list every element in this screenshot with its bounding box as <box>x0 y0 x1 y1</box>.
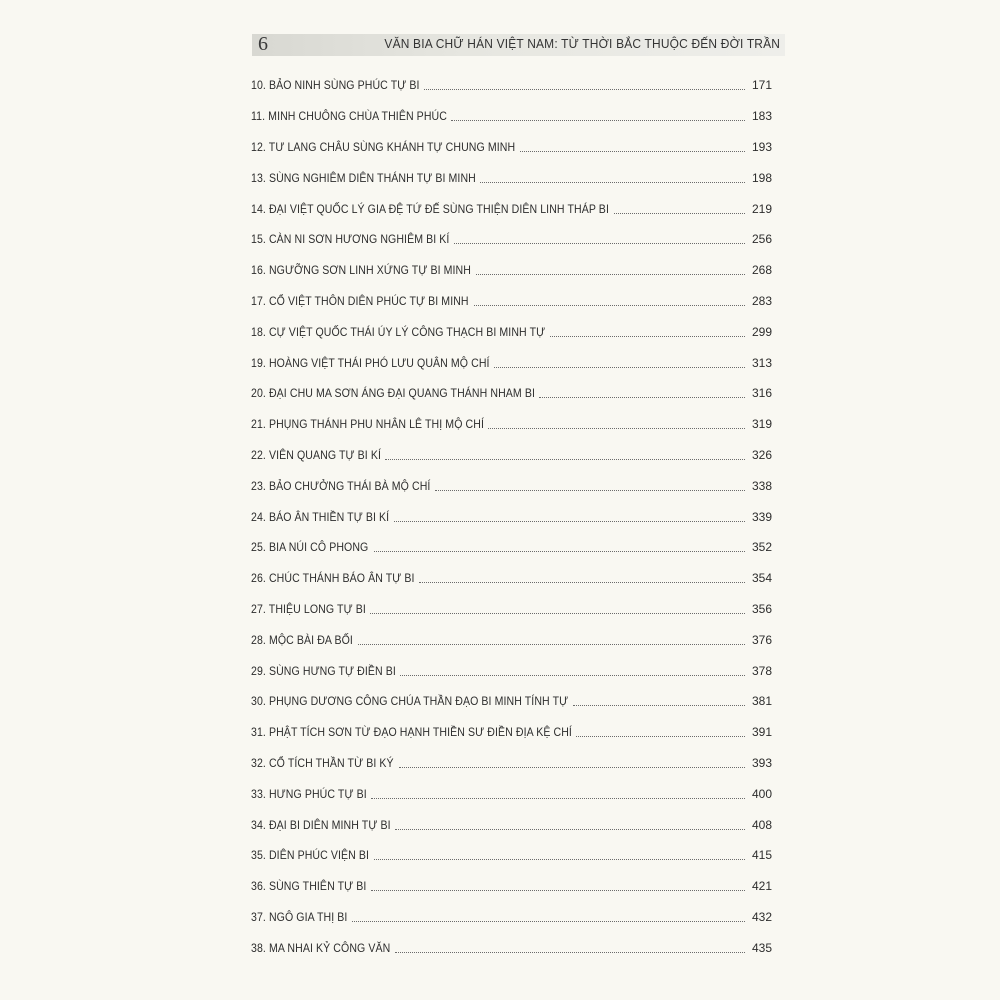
toc-entry-page: 432 <box>751 909 772 924</box>
toc-entry <box>251 902 772 933</box>
toc-entry-title: 22. VIÊN QUANG TỰ BI KÍ <box>251 447 381 462</box>
toc-entry-title: 16. NGƯỠNG SƠN LINH XỨNG TỰ BI MINH <box>251 263 471 278</box>
toc-entry-title: 14. ĐẠI VIỆT QUỐC LÝ GIA ĐỆ TỨ ĐẾ SÙNG THIỆN DIÊN LINH THÁP BI <box>251 201 609 216</box>
toc-entry <box>251 840 772 871</box>
toc-entry <box>251 255 772 286</box>
toc-entry-title: 13. SÙNG NGHIÊM DIÊN THÁNH TỰ BI MINH <box>251 170 476 185</box>
dot-leader <box>374 858 745 860</box>
toc-entry-page: 376 <box>751 632 772 647</box>
toc-entry-page: 326 <box>751 447 772 462</box>
toc-entry <box>251 162 772 193</box>
toc-entry <box>251 748 772 779</box>
toc-entry-page: 378 <box>751 663 772 678</box>
dot-leader <box>400 674 745 676</box>
toc-entry-title: 15. CÀN NI SƠN HƯƠNG NGHIÊM BI KÍ <box>251 232 450 247</box>
toc-entry-page: 415 <box>751 848 772 863</box>
dot-leader <box>374 550 745 552</box>
dot-leader <box>395 828 745 830</box>
dot-leader <box>520 150 745 152</box>
toc-entry <box>251 470 772 501</box>
dot-leader <box>480 181 745 183</box>
toc-entry <box>251 932 772 963</box>
dot-leader <box>550 335 745 337</box>
toc-entry <box>251 347 772 378</box>
toc-entry-page: 316 <box>751 386 772 401</box>
dot-leader <box>395 951 745 953</box>
dot-leader <box>476 273 745 275</box>
toc-entry-title: 35. DIÊN PHÚC VIỆN BI <box>251 848 370 863</box>
toc-entry-page: 268 <box>751 263 772 278</box>
toc-entry-page: 193 <box>751 139 772 154</box>
toc-entry-page: 393 <box>751 755 772 770</box>
toc-entry <box>251 655 772 686</box>
toc-entry-page: 352 <box>751 540 772 555</box>
toc-entry-page: 198 <box>751 170 772 185</box>
dot-leader <box>451 119 745 121</box>
dot-leader <box>435 489 745 491</box>
toc-entry <box>251 409 772 440</box>
toc-entry-page: 219 <box>751 201 772 216</box>
toc-entry <box>251 132 772 163</box>
dot-leader <box>614 212 745 214</box>
dot-leader <box>399 766 745 768</box>
toc-entry-title: 32. CỔ TÍCH THẦN TỪ BI KÝ <box>251 755 394 770</box>
toc-entry-title: 36. SÙNG THIÊN TỰ BI <box>251 879 367 894</box>
toc-entry-page: 171 <box>751 78 772 93</box>
toc-entry <box>251 501 772 532</box>
toc-entry <box>251 624 772 655</box>
toc-entry-page: 354 <box>751 571 772 586</box>
dot-leader <box>488 427 745 429</box>
toc-entry <box>251 686 772 717</box>
toc-entry-page: 338 <box>751 478 772 493</box>
toc-entry-title: 31. PHẬT TÍCH SƠN TỪ ĐẠO HẠNH THIỀN SƯ ĐIỀN ĐỊA KỆ CHÍ <box>251 725 572 740</box>
toc-entry-page: 319 <box>751 417 772 432</box>
dot-leader <box>539 396 745 398</box>
toc-entry-title: 19. HOÀNG VIỆT THÁI PHÓ LƯU QUÂN MỘ CHÍ <box>251 355 490 370</box>
running-title: VĂN BIA CHỮ HÁN VIỆT NAM: TỪ THỜI BẮC THUỘC ĐẾN ĐỜI TRẦN <box>384 36 780 51</box>
toc-entry-title: 38. MA NHAI KỶ CÔNG VĂN <box>251 940 391 955</box>
toc-entry-page: 299 <box>751 324 772 339</box>
dot-leader <box>370 612 745 614</box>
toc-entry-title: 18. CỰ VIỆT QUỐC THÁI ÚY LÝ CÔNG THẠCH BI MINH TỰ <box>251 324 546 339</box>
toc-entry-title: 10. BẢO NINH SÙNG PHÚC TỰ BI <box>251 78 420 93</box>
toc-entry <box>251 594 772 625</box>
dot-leader <box>494 366 745 368</box>
toc-entry-page: 183 <box>751 109 772 124</box>
toc-entry <box>251 378 772 409</box>
toc-entry-page: 381 <box>751 694 772 709</box>
toc-entry-page: 313 <box>751 355 772 370</box>
dot-leader <box>573 704 746 706</box>
toc-entry-page: 356 <box>751 601 772 616</box>
dot-leader <box>371 889 745 891</box>
toc-entry <box>251 440 772 471</box>
table-of-contents <box>251 70 772 963</box>
dot-leader <box>576 735 745 737</box>
toc-entry <box>251 101 772 132</box>
toc-entry <box>251 532 772 563</box>
toc-entry-title: 11. MINH CHUÔNG CHÙA THIÊN PHÚC <box>251 109 447 124</box>
toc-entry-page: 339 <box>751 509 772 524</box>
dot-leader <box>419 581 745 583</box>
toc-entry <box>251 809 772 840</box>
dot-leader <box>371 797 745 799</box>
dot-leader <box>424 88 745 90</box>
toc-entry-title: 17. CỔ VIỆT THÔN DIÊN PHÚC TỰ BI MINH <box>251 293 469 308</box>
toc-entry-page: 400 <box>751 786 772 801</box>
dot-leader <box>394 520 745 522</box>
toc-entry <box>251 224 772 255</box>
toc-entry <box>251 70 772 101</box>
dot-leader <box>352 920 745 922</box>
toc-entry <box>251 316 772 347</box>
toc-entry-title: 25. BIA NÚI CÔ PHONG <box>251 540 369 555</box>
toc-entry <box>251 871 772 902</box>
toc-entry-title: 28. MỘC BÀI ĐA BỐI <box>251 632 353 647</box>
toc-entry-title: 26. CHÚC THÁNH BÁO ÂN TỰ BI <box>251 571 415 586</box>
toc-entry-title: 21. PHỤNG THÁNH PHU NHÂN LÊ THỊ MỘ CHÍ <box>251 417 484 432</box>
toc-entry <box>251 778 772 809</box>
page-number: 6 <box>258 33 268 55</box>
toc-entry-title: 30. PHỤNG DƯƠNG CÔNG CHÚA THẦN ĐẠO BI MINH TÍNH TỰ <box>251 694 569 709</box>
toc-entry-page: 421 <box>751 879 772 894</box>
toc-entry-title: 12. TƯ LANG CHÂU SÙNG KHÁNH TỰ CHUNG MINH <box>251 139 516 154</box>
toc-entry <box>251 563 772 594</box>
dot-leader <box>454 242 745 244</box>
toc-entry-title: 34. ĐẠI BI DIÊN MINH TỰ BI <box>251 817 391 832</box>
toc-entry <box>251 717 772 748</box>
dot-leader <box>385 458 745 460</box>
toc-entry-title: 27. THIỆU LONG TỰ BI <box>251 601 366 616</box>
toc-entry-page: 435 <box>751 940 772 955</box>
toc-entry-title: 37. NGÔ GIA THỊ BI <box>251 909 348 924</box>
toc-entry-page: 408 <box>751 817 772 832</box>
toc-entry-title: 29. SÙNG HƯNG TỰ ĐIỀN BI <box>251 663 396 678</box>
toc-entry <box>251 193 772 224</box>
toc-entry-page: 391 <box>751 725 772 740</box>
toc-entry-title: 20. ĐẠI CHU MA SƠN ÁNG ĐẠI QUANG THÁNH NHAM BI <box>251 386 535 401</box>
dot-leader <box>474 304 745 306</box>
dot-leader <box>358 643 745 645</box>
toc-entry <box>251 286 772 317</box>
toc-entry-page: 256 <box>751 232 772 247</box>
toc-entry-title: 24. BÁO ÂN THIỀN TỰ BI KÍ <box>251 509 390 524</box>
toc-entry-title: 33. HƯNG PHÚC TỰ BI <box>251 786 367 801</box>
toc-entry-title: 23. BẢO CHƯỞNG THÁI BÀ MỘ CHÍ <box>251 478 431 493</box>
toc-entry-page: 283 <box>751 293 772 308</box>
